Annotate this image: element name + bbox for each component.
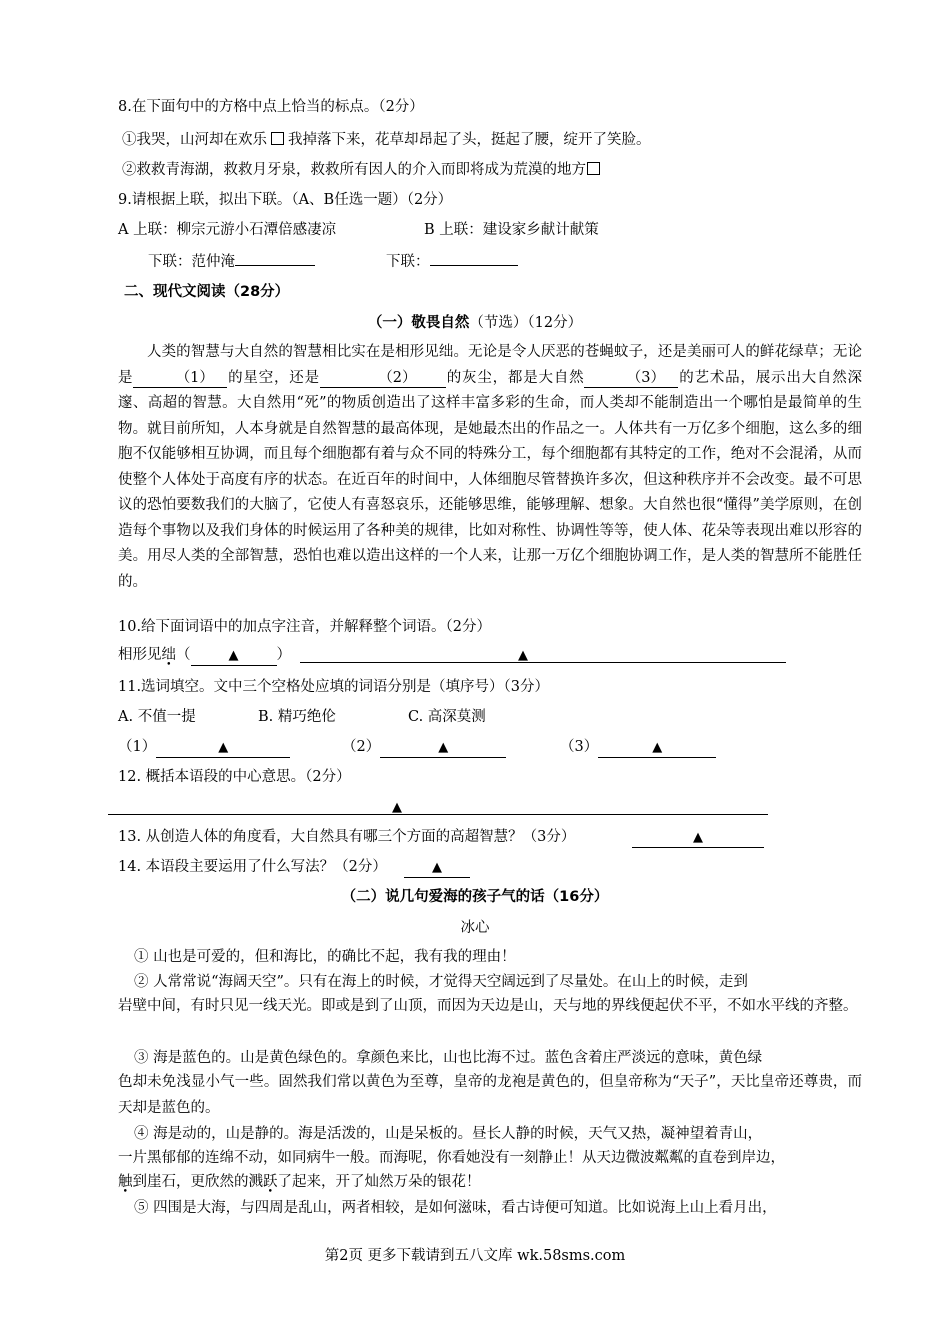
part2-title: （二）说几句爱海的孩子气的话（16分） [341,889,609,905]
q10-word: 相形见 [118,647,162,663]
q10-pinyin-blank[interactable] [191,646,277,666]
q10-dotted-char: 绌 [161,647,176,663]
q11-label-3: （3） [560,739,599,755]
q8-s1-part-b: 我掉落下来，花草却昂起了头，挺起了腰，绽开了笑脸。 [288,132,651,148]
part1-passage [118,340,862,595]
q11-blank-3[interactable] [598,738,716,758]
q10-paren-open: （ [176,647,191,663]
q12-answer-line[interactable] [108,814,768,815]
q8-title: 8.在下面句中的方格中点上恰当的标点。（2分） [118,99,424,115]
q9-b-lower-label: 下联： [386,254,430,270]
answer-mark-icon: ▲ [693,830,703,845]
passage-mid-2: 的灰尘，都是大自然 [445,369,585,386]
section-2-title: 二、现代文阅读（28分） [124,284,290,300]
q9-a-lower-label: 下联：范仲淹 [148,254,235,270]
q11-option-c: C. 高深莫测 [408,709,486,725]
blank-2[interactable]: （2） [320,369,446,388]
part2-para-4-first: ④ 海是动的，山是静的。海是活泼的，山是呆板的。昼长人静的时候，天气又热，凝神望着青山， [134,1126,763,1142]
passage-rest: 的艺术品，展示出大自然深邃、高超的智慧。大自然用“死”的物质创造出了这样丰富多彩的生命，而人类却不能制造出一个哪怕是最简单的生物。就目前所知，人本身就是自然智慧的最高体现，是她最杰出的作品之一。人体共有一万亿多个细胞，这么多的细胞不仅能够相互协调，而且每个细胞都有着与众不同的特殊分工，每个细胞都有其特定的工作，绝对不会混淆，从而使整个人体处于高度有序的状态。在近百年的时间中，人体细胞尽管替换许多次，但这种秩序并不会改变。最不可思议的恐怕要数我们的大脑了，它使人有喜怒哀乐，还能够思维，能够理解、想象。大自然也很“懂得”美学原则，在创造每个事物以及我们身体的时候运用了各种美的规律，比如对称性、协调性等等，使人体、花朵等表现出难以形容的美。用尽人类的全部智慧，恐怕也难以造出这样的一个人来，让那一万亿个细胞协调工作，是人类的智慧所不能胜任的。 [118,369,863,590]
q11-label-1: （1） [118,739,157,755]
q14-blank[interactable] [404,858,470,878]
punctuation-box-2[interactable] [587,162,600,175]
q14-answer [404,857,470,878]
q8-sentence-2 [122,160,604,180]
q9-a-upper: A 上联：柳宗元游小石潭倍感凄凉 [118,222,337,238]
q8-sentence-1 [122,130,651,150]
part2-para-3-rest: 色却未免浅显小气一些。固然我们常以黄色为至尊，皇帝的龙袍是黄色的，但皇帝称为“天子”，天比皇帝还尊贵，而天却是蓝色的。 [118,1074,862,1116]
q13-answer [632,827,764,848]
answer-mark-icon: ▲ [432,860,442,875]
para-4-text-b: 了起来，开了灿然万朵的银花！ [277,1174,481,1190]
q8-s1-part-a: ①我哭，山河却在欢乐 [122,132,267,148]
q9-title: 9.请根据上联，拟出下联。（A、B任选一题）（2分） [118,192,453,208]
q9-b-lower [386,252,518,272]
dotted-char-chu: 触 [118,1174,133,1190]
q9-b-answer-blank[interactable] [430,265,518,266]
part1-title-main: （一）敬畏自然 [367,315,470,331]
part2-para-4-last [118,1172,481,1192]
q11-blank-2[interactable] [380,738,506,758]
para-4-text-a: 到崖石，更欣然的溅 [132,1174,263,1190]
q12-title: 12. 概括本语段的中心意思。（2分） [118,769,351,785]
q11-option-a: A. 不值一提 [118,709,196,725]
q11-answer-3 [560,737,716,758]
q13-title: 13. 从创造人体的角度看，大自然具有哪三个方面的高超智慧？（3分） [118,829,576,845]
q10-title: 10.给下面词语中的加点字注音，并解释整个词语。（2分） [118,619,492,635]
part1-title [0,313,950,333]
q9-b-upper: B 上联：建设家乡献计献策 [424,222,599,238]
answer-mark-icon: ▲ [392,800,402,815]
q8-s2-text: ②救救青海湖，救救月牙泉，救救所有因人的介入而即将成为荒漠的地方 [122,162,586,178]
page-footer: 第2页 更多下载请到五八文库 wk.58sms.com [324,1248,626,1264]
part2-para-2-rest: 岩壁中间，有时只见一线天光。即或是到了山顶，而因为天边是山，天与地的界线便起伏不平，不如水平线的齐整。 [118,998,858,1014]
answer-mark-icon: ▲ [652,740,663,755]
part2-para-3-first: ③ 海是蓝色的。山是黄色绿色的。拿颜色来比，山也比海不过。蓝色含着庄严淡远的意味，黄色绿 [134,1050,763,1066]
part2-author: 冰心 [460,920,490,936]
passage-start: 人类的智慧与大自然的智慧相比实在是相形见绌。无论是令人厌恶的苍蝇蚊子，还是美丽可人的鲜花绿草；无论是 [118,344,862,386]
part2-para-2-first: ② 人常常说“海阔天空”。只有在海上的时候，才觉得天空阔远到了尽量处。在山上的时候，走到 [134,974,748,990]
blank-1[interactable]: （1） [133,369,227,388]
q11-label-2: （2） [342,739,381,755]
answer-mark-icon: ▲ [228,648,239,663]
answer-mark-icon: ▲ [518,648,528,663]
q14-title: 14. 本语段主要运用了什么写法？（2分） [118,859,387,875]
part1-title-rest: （节选）（12分） [469,315,583,331]
part2-para-4-mid: 一片黑郁郁的连绵不动，如同病牛一般。而海呢，你看她没有一刻静止！从天边微波粼粼的直卷到岸边， [118,1150,785,1166]
q9-a-lower [148,252,315,272]
q13-blank[interactable] [632,828,764,848]
q10-paren-close: ） [276,647,291,663]
dotted-char-yue: 跃 [263,1174,278,1190]
passage-mid-1: 的星空，还是 [227,369,320,386]
q11-answer-1 [118,737,290,758]
part2-para-1: ① 山也是可爱的，但和海比，的确比不起，我有我的理由！ [134,949,516,965]
q11-title: 11.选词填空。文中三个空格处应填的词语分别是（填序号）（3分） [118,679,550,695]
part2-para-5: ⑤ 四围是大海，与四周是乱山，两者相较，是如何滋味，看古诗便可知道。比如说海上山上看月出， [134,1200,777,1216]
q11-answer-2 [342,737,506,758]
q10-explain-line[interactable] [300,662,786,663]
punctuation-box-1[interactable] [271,132,284,145]
q10-answer-line [118,645,291,666]
answer-mark-icon: ▲ [218,740,229,755]
blank-3[interactable]: （3） [584,369,678,388]
q11-option-b: B. 精巧绝伦 [258,709,336,725]
q11-blank-1[interactable] [156,738,290,758]
q9-a-answer-blank[interactable] [235,265,315,266]
answer-mark-icon: ▲ [438,740,449,755]
